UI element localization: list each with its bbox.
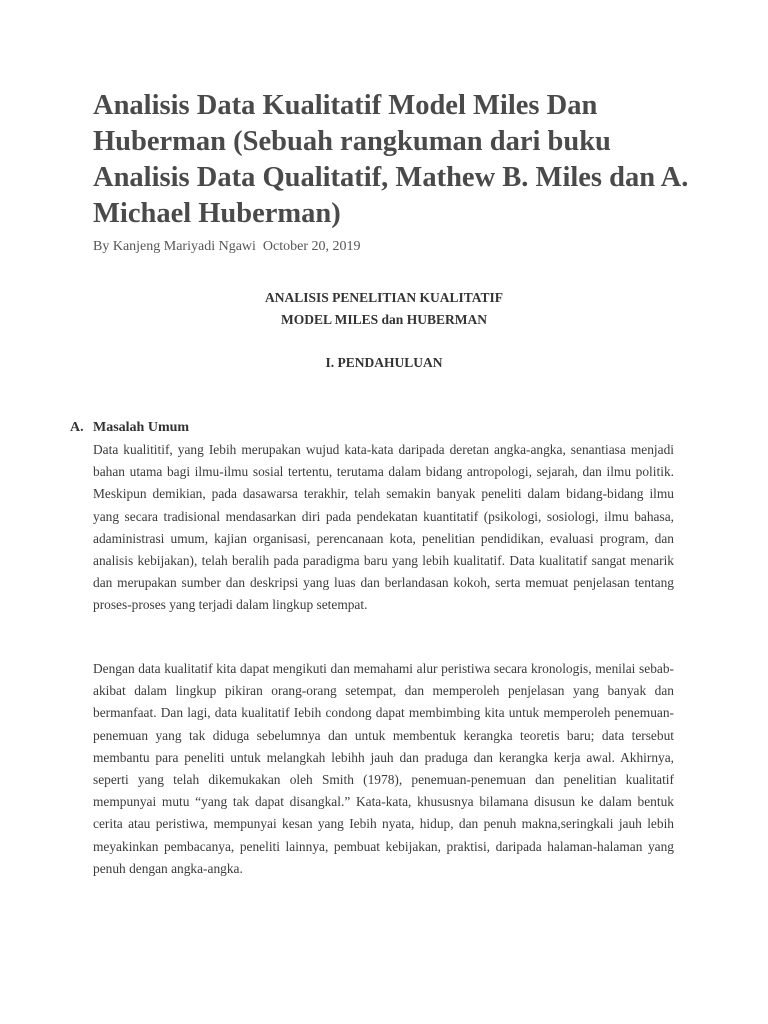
article-title: Analisis Data Kualitatif Model Miles Dan Huberman (Sebuah rangkuman dari buku Analisis Data Qualitatif, Mathew B. Miles dan A. Michael Huberman) xyxy=(93,90,689,229)
byline xyxy=(93,238,361,256)
subsection-heading xyxy=(70,418,189,438)
publish-date: October 20, 2019 xyxy=(262,239,361,254)
chapter-heading: I. PENDAHULUAN xyxy=(325,355,443,370)
section-heading-block xyxy=(93,287,675,331)
body-paragraph: Data kualititif, yang Iebih merupakan wujud kata-kata daripada deretan angka-angka, senantiasa menjadi bahan utama bagi ilmu-ilmu sosial tertentu, terutama dalam bidang antropologi, sejarah, dan ilmu politik. Meskipun demikian, pada dasawarsa terakhir, telah semakin banyak peneliti dalam bidang-bidang ilmu yang secara tradisional mendasarkan diri pada pendekatan kuantitatif (psikologi, sosiologi, ilmu bahasa, adaministrasi umum, kajian organisasi, perencanaan kota, penelitian pendidikan, evaluasi program, dan analisis kebijakan), telah beralih pada paradigma baru yang lebih kualitatif. Data kualitatif sangat menarik dan merupakan sumber dan deskripsi yang luas dan berlandasan kokoh, serta memuat penjelasan tentang proses-proses yang terjadi dalam lingkup setempat. xyxy=(93,442,674,613)
heading-line-1: ANALISIS PENELITIAN KUALITATIF xyxy=(264,290,504,305)
author-name: By Kanjeng Mariyadi Ngawi xyxy=(93,239,256,254)
heading-line-2: MODEL MILES dan HUBERMAN xyxy=(281,312,487,327)
subsection-title: Masalah Umum xyxy=(93,420,190,435)
subsection-letter: A. xyxy=(70,420,84,435)
body-paragraph: Dengan data kualitatif kita dapat mengikuti dan memahami alur peristiwa secara kronologis, menilai sebab-akibat dalam lingkup pikiran orang-orang setempat, dan memperoleh penjelasan yang banyak dan bermanfaat. Dan lagi, data kualitatif Iebih condong dapat membimbing kita untuk memperoleh penemuan-penemuan yang tak diduga sebelumnya dan untuk membentuk kerangka teoretis baru; data tersebut membantu para peneliti untuk melangkah lebihh jauh dan praduga dan kerangka kerja awal. Akhirnya, seperti yang telah dikemukakan oleh Smith (1978), penemuan-penemuan dan penelitian kualitatif mempunyai mutu “yang tak dapat disangkal.” Kata-kata, khususnya bilamana disusun ke dalam bentuk cerita atau peristiwa, mempunyai kesan yang Iebih nyata, hidup, dan penuh makna,seringkali jauh lebih meyakinkan pembacanya, peneliti lainnya, pembuat kebijakan, praktisi, daripada halaman-halaman yang penuh dengan angka-angka. xyxy=(93,661,674,876)
byline-spacer xyxy=(256,239,263,254)
